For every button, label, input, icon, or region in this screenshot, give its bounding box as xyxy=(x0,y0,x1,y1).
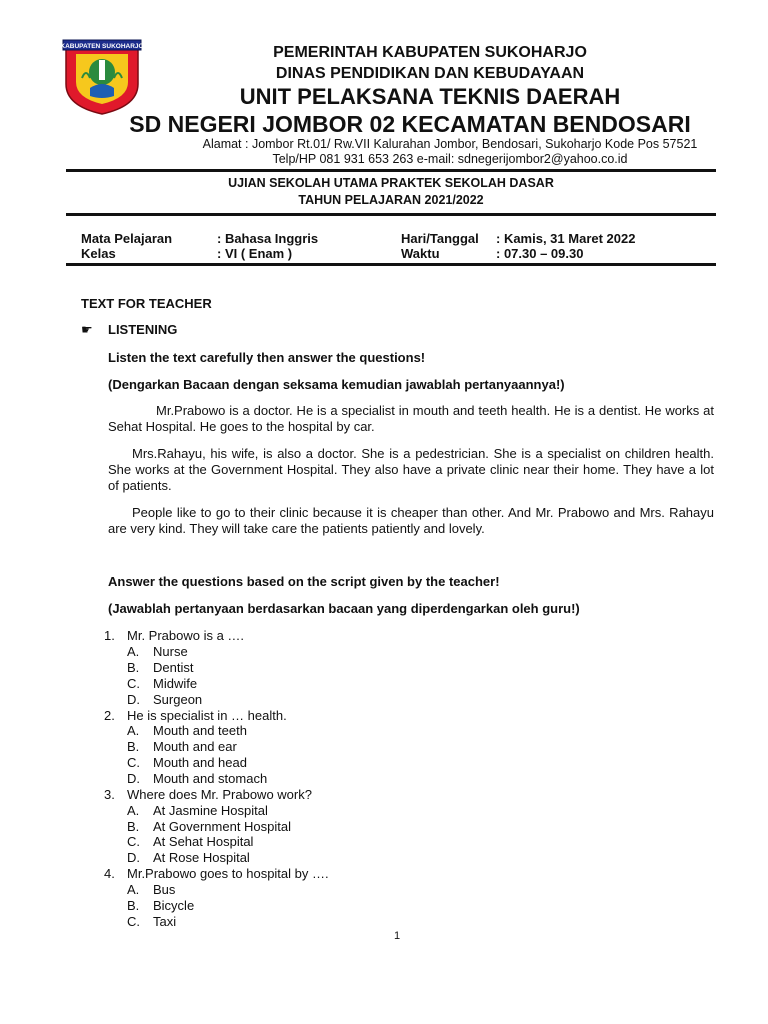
option-letter: A. xyxy=(127,723,140,738)
paragraph-2: Mrs.Rahayu, his wife, is also a doctor. She is a pedestrician. She is a specialist on children health. She works at the Government Hospital. They also have a private clinic near their home. They have a lot of patients. xyxy=(108,446,714,493)
time-label: Waktu xyxy=(401,246,440,261)
option-letter: D. xyxy=(127,771,140,786)
option-text: At Jasmine Hospital xyxy=(153,803,268,818)
exam-title: UJIAN SEKOLAH UTAMA PRAKTEK SEKOLAH DASAR xyxy=(228,176,554,190)
info-divider xyxy=(66,263,716,266)
regency-logo xyxy=(60,38,144,116)
instruction-en: Listen the text carefully then answer the questions! xyxy=(108,350,426,365)
question-number: 2. xyxy=(104,708,115,723)
option-letter: D. xyxy=(127,692,140,707)
paragraph-1: Mr.Prabowo is a doctor. He is a specialist in mouth and teeth health. He is a dentist. He works at Sehat Hospital. He goes to the hospital by car. xyxy=(108,403,714,434)
option-text: Nurse xyxy=(153,644,188,659)
option-text: Mouth and ear xyxy=(153,739,237,754)
option-letter: B. xyxy=(127,739,140,754)
option-letter: B. xyxy=(127,819,140,834)
option-letter: C. xyxy=(127,755,140,770)
school-name: SD NEGERI JOMBOR 02 KECAMATAN BENDOSARI xyxy=(129,111,691,137)
question-text: Mr. Prabowo is a …. xyxy=(127,628,245,643)
question-text: Mr.Prabowo goes to hospital by …. xyxy=(127,866,329,881)
class-value: : VI ( Enam ) xyxy=(217,246,293,261)
class-label: Kelas xyxy=(81,246,116,261)
header-divider xyxy=(66,169,716,172)
option-text: At Sehat Hospital xyxy=(153,834,254,849)
paragraph-3: People like to go to their clinic because it is cheaper than other. And Mr. Prabowo and Mrs. Rahayu are very kind. They will take care the patients patiently and lovely. xyxy=(108,505,714,536)
option-letter: C. xyxy=(127,834,140,849)
header-line-2: DINAS PENDIDIKAN DAN KEBUDAYAAN xyxy=(275,65,585,82)
subject-value: : Bahasa Inggris xyxy=(217,231,319,246)
option-text: Mouth and teeth xyxy=(153,723,247,738)
question-text: He is specialist in … health. xyxy=(127,708,287,723)
school-address: Alamat : Jombor Rt.01/ Rw.VII Kalurahan Jombor, Bendosari, Sukoharjo Kode Pos 57521 xyxy=(202,137,698,151)
question-text: Where does Mr. Prabowo work? xyxy=(127,787,312,802)
time-value: : 07.30 – 09.30 xyxy=(496,246,584,261)
question-number: 4. xyxy=(104,866,115,881)
option-text: Mouth and stomach xyxy=(153,771,268,786)
option-text: Taxi xyxy=(153,914,177,929)
option-letter: D. xyxy=(127,850,140,865)
instruction-id: (Dengarkan Bacaan dengan seksama kemudian jawablah pertanyaannya!) xyxy=(108,377,565,392)
exam-year: TAHUN PELAJARAN 2021/2022 xyxy=(298,193,484,207)
school-contact: Telp/HP 081 931 653 263 e-mail: sdnegerijombor2@yahoo.co.id xyxy=(272,152,628,166)
option-letter: A. xyxy=(127,803,140,818)
logo-text: KABUPATEN SUKOHARJO xyxy=(60,43,144,50)
listening-heading: LISTENING xyxy=(108,322,178,337)
option-text: Dentist xyxy=(153,660,194,675)
date-label: Hari/Tanggal xyxy=(401,231,479,246)
option-text: Bicycle xyxy=(153,898,195,913)
option-text: Bus xyxy=(153,882,176,897)
option-text: Midwife xyxy=(153,676,198,691)
option-letter: C. xyxy=(127,914,140,929)
exam-divider xyxy=(66,213,716,216)
section-heading: TEXT FOR TEACHER xyxy=(81,296,212,311)
subject-label: Mata Pelajaran xyxy=(81,231,173,246)
header-line-3: UNIT PELAKSANA TEKNIS DAERAH xyxy=(239,84,621,109)
question-number: 3. xyxy=(104,787,115,802)
option-letter: B. xyxy=(127,660,140,675)
answer-instruction-id: (Jawablah pertanyaan berdasarkan bacaan yang diperdengarkan oleh guru!) xyxy=(108,601,580,616)
answer-instruction-en: Answer the questions based on the script given by the teacher! xyxy=(108,574,500,589)
option-text: Mouth and head xyxy=(153,755,247,770)
option-letter: B. xyxy=(127,898,140,913)
option-letter: A. xyxy=(127,644,140,659)
pointing-hand-icon: ☛ xyxy=(81,322,93,337)
page-number: 1 xyxy=(394,930,401,942)
option-text: Surgeon xyxy=(153,692,203,707)
question-number: 1. xyxy=(104,628,115,643)
option-letter: C. xyxy=(127,676,140,691)
option-text: At Rose Hospital xyxy=(153,850,250,865)
option-text: At Government Hospital xyxy=(153,819,292,834)
date-value: : Kamis, 31 Maret 2022 xyxy=(496,231,636,246)
option-letter: A. xyxy=(127,882,140,897)
header-line-1: PEMERINTAH KABUPATEN SUKOHARJO xyxy=(273,44,587,61)
